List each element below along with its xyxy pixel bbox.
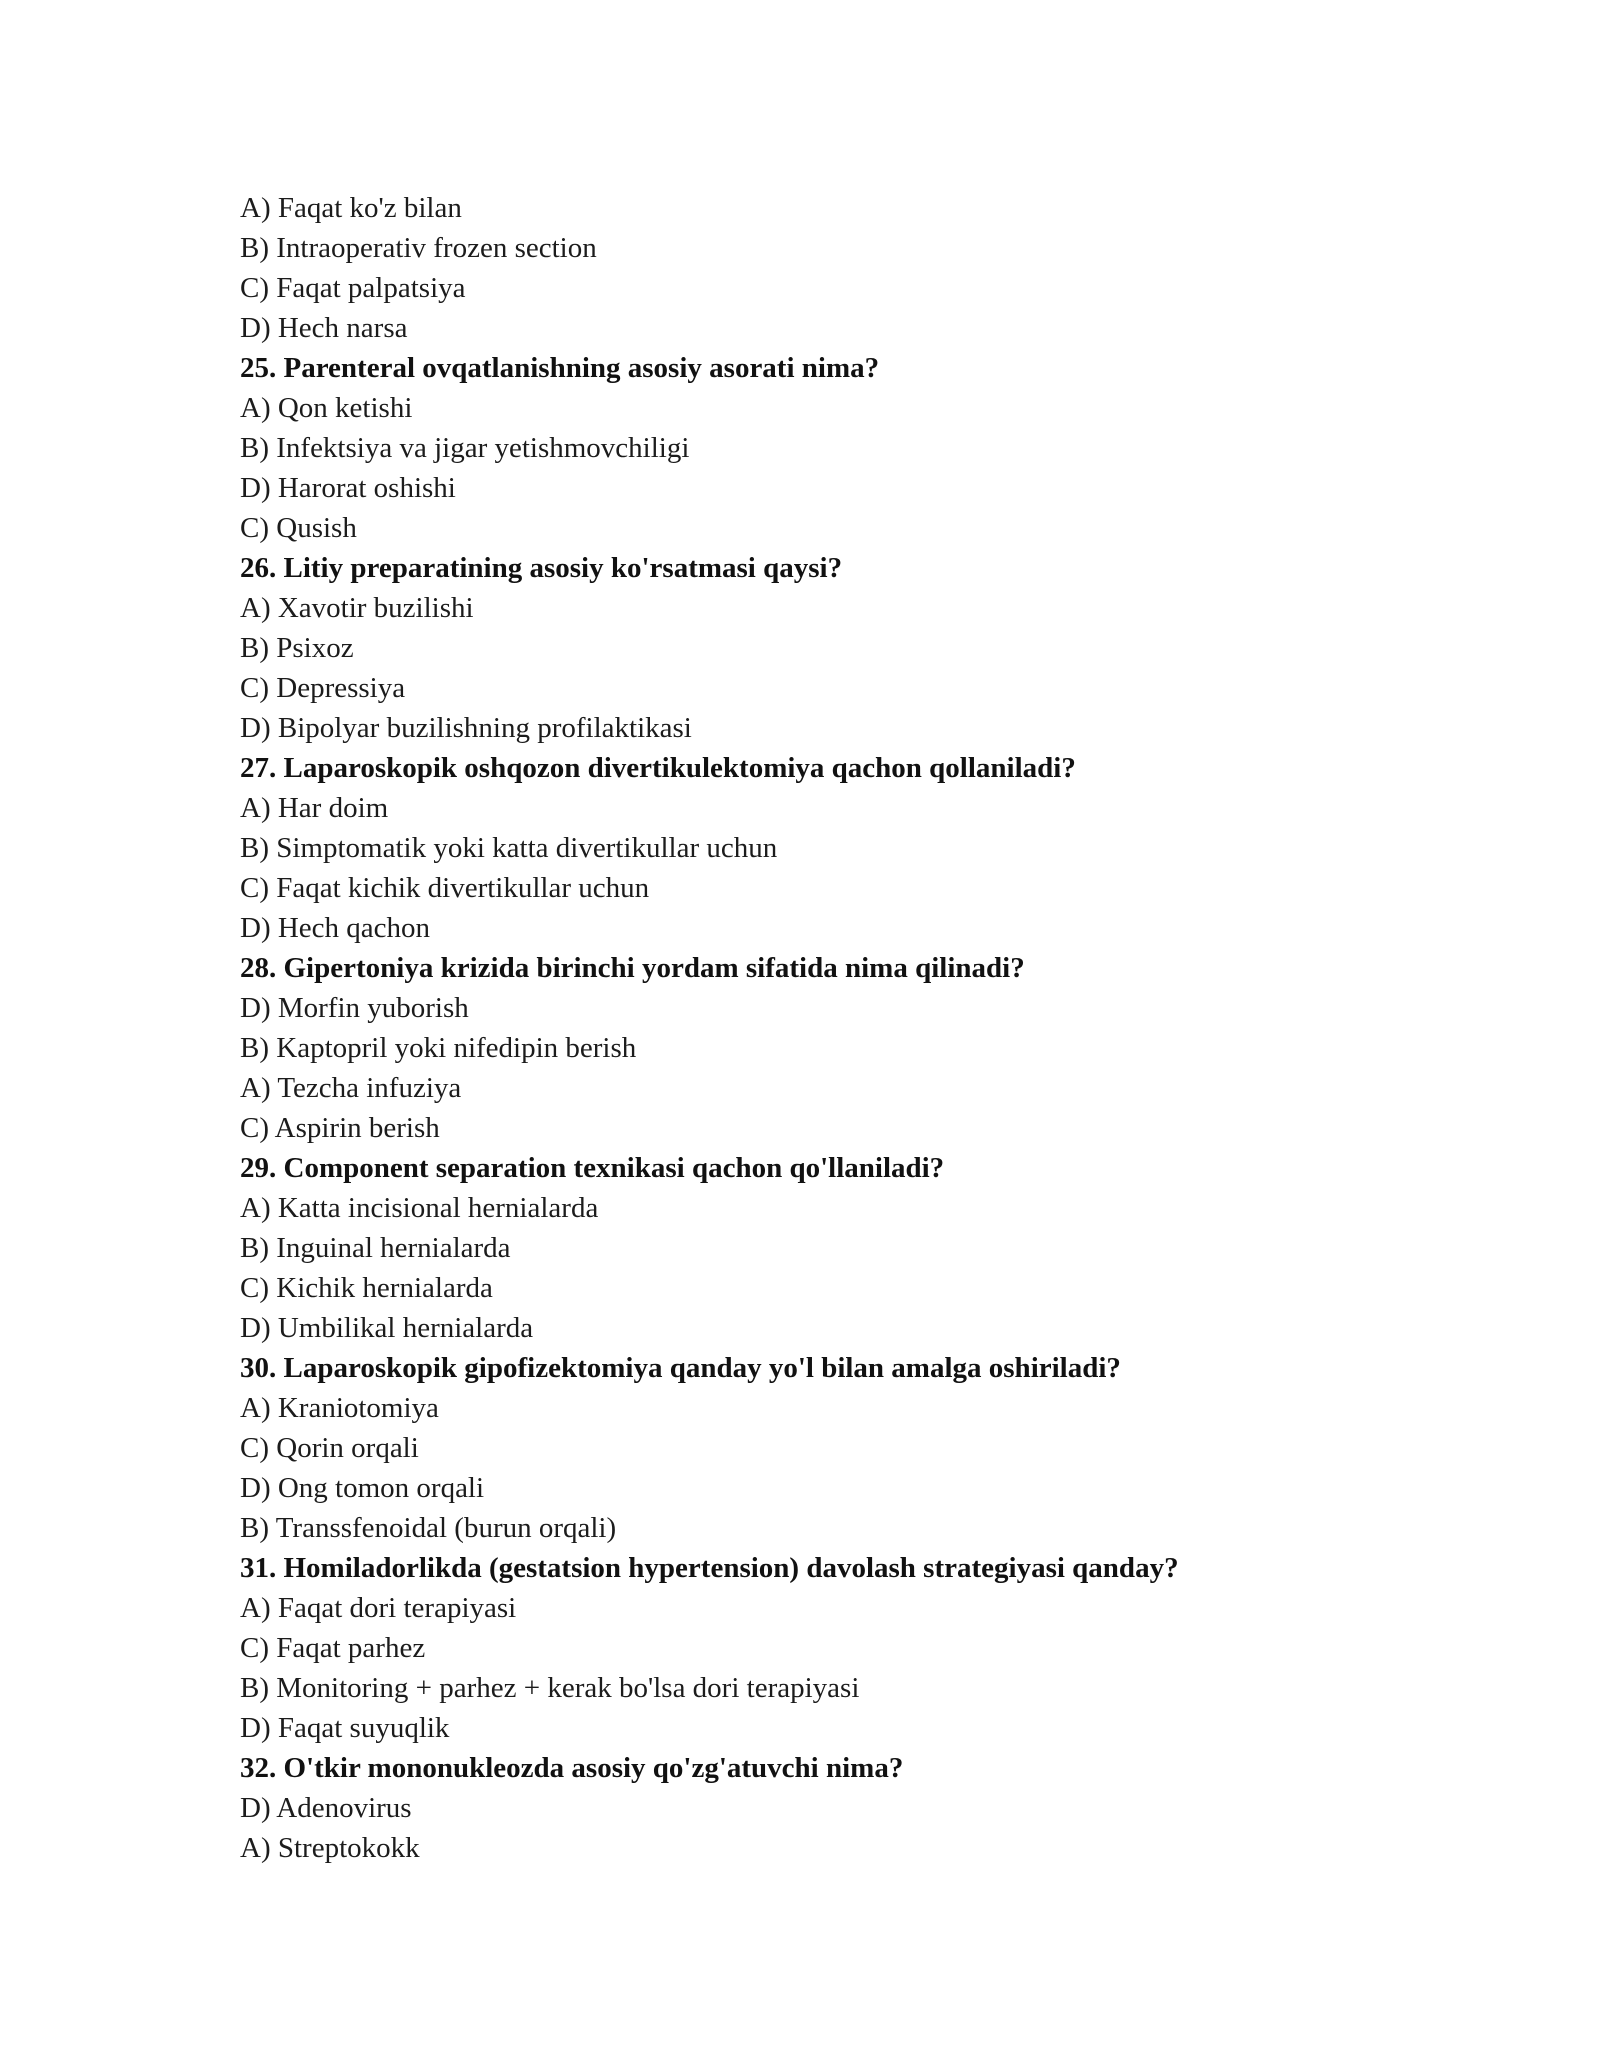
answer-option: B) Intraoperativ frozen section — [240, 232, 597, 264]
answer-option: D) Morfin yuborish — [240, 992, 469, 1024]
answer-option: B) Infektsiya va jigar yetishmovchiligi — [240, 432, 690, 464]
answer-option: C) Qorin orqali — [240, 1432, 419, 1464]
answer-option: A) Streptokokk — [240, 1832, 420, 1864]
answer-option: C) Faqat kichik divertikullar uchun — [240, 872, 650, 904]
document-body — [240, 188, 1440, 1868]
question-text: 27. Laparoskopik oshqozon divertikulektomiya qachon qollaniladi? — [240, 752, 1076, 784]
answer-option: B) Monitoring + parhez + kerak bo'lsa dori terapiyasi — [240, 1672, 860, 1704]
answer-option: D) Umbilikal hernialarda — [240, 1312, 534, 1344]
answer-option: D) Adenovirus — [240, 1792, 412, 1824]
answer-option: C) Aspirin berish — [240, 1112, 440, 1144]
question-text: 31. Homiladorlikda (gestatsion hypertension) davolash strategiyasi qanday? — [240, 1552, 1179, 1584]
answer-option: C) Qusish — [240, 512, 357, 544]
answer-option: B) Kaptopril yoki nifedipin berish — [240, 1032, 637, 1064]
answer-option: C) Kichik hernialarda — [240, 1272, 493, 1304]
answer-option: B) Psixoz — [240, 632, 354, 664]
answer-option: D) Harorat oshishi — [240, 472, 456, 504]
question-text: 25. Parenteral ovqatlanishning asosiy asorati nima? — [240, 352, 880, 384]
answer-option: D) Bipolyar buzilishning profilaktikasi — [240, 712, 692, 744]
answer-option: D) Hech qachon — [240, 912, 431, 944]
answer-option: A) Faqat dori terapiyasi — [240, 1592, 517, 1624]
question-text: 32. O'tkir mononukleozda asosiy qo'zg'atuvchi nima? — [240, 1752, 904, 1784]
answer-option: B) Inguinal hernialarda — [240, 1232, 511, 1264]
answer-option: A) Kraniotomiya — [240, 1392, 439, 1424]
question-text: 28. Gipertoniya krizida birinchi yordam sifatida nima qilinadi? — [240, 952, 1025, 984]
answer-option: A) Xavotir buzilishi — [240, 592, 474, 624]
answer-option: C) Faqat parhez — [240, 1632, 426, 1664]
answer-option: A) Har doim — [240, 792, 389, 824]
answer-option: A) Tezcha infuziya — [240, 1072, 462, 1104]
question-text: 26. Litiy preparatining asosiy ko'rsatmasi qaysi? — [240, 552, 843, 584]
answer-option: A) Katta incisional hernialarda — [240, 1192, 599, 1224]
answer-option: D) Hech narsa — [240, 312, 408, 344]
answer-option: C) Faqat palpatsiya — [240, 272, 466, 304]
answer-option: B) Simptomatik yoki katta divertikullar uchun — [240, 832, 778, 864]
answer-option: B) Transsfenoidal (burun orqali) — [240, 1512, 617, 1544]
answer-option: D) Ong tomon orqali — [240, 1472, 485, 1504]
answer-option: D) Faqat suyuqlik — [240, 1712, 450, 1744]
question-text: 30. Laparoskopik gipofizektomiya qanday yo'l bilan amalga oshiriladi? — [240, 1352, 1121, 1384]
answer-option: A) Faqat ko'z bilan — [240, 192, 462, 224]
answer-option: C) Depressiya — [240, 672, 406, 704]
question-text: 29. Component separation texnikasi qachon qo'llaniladi? — [240, 1152, 945, 1184]
answer-option: A) Qon ketishi — [240, 392, 413, 424]
